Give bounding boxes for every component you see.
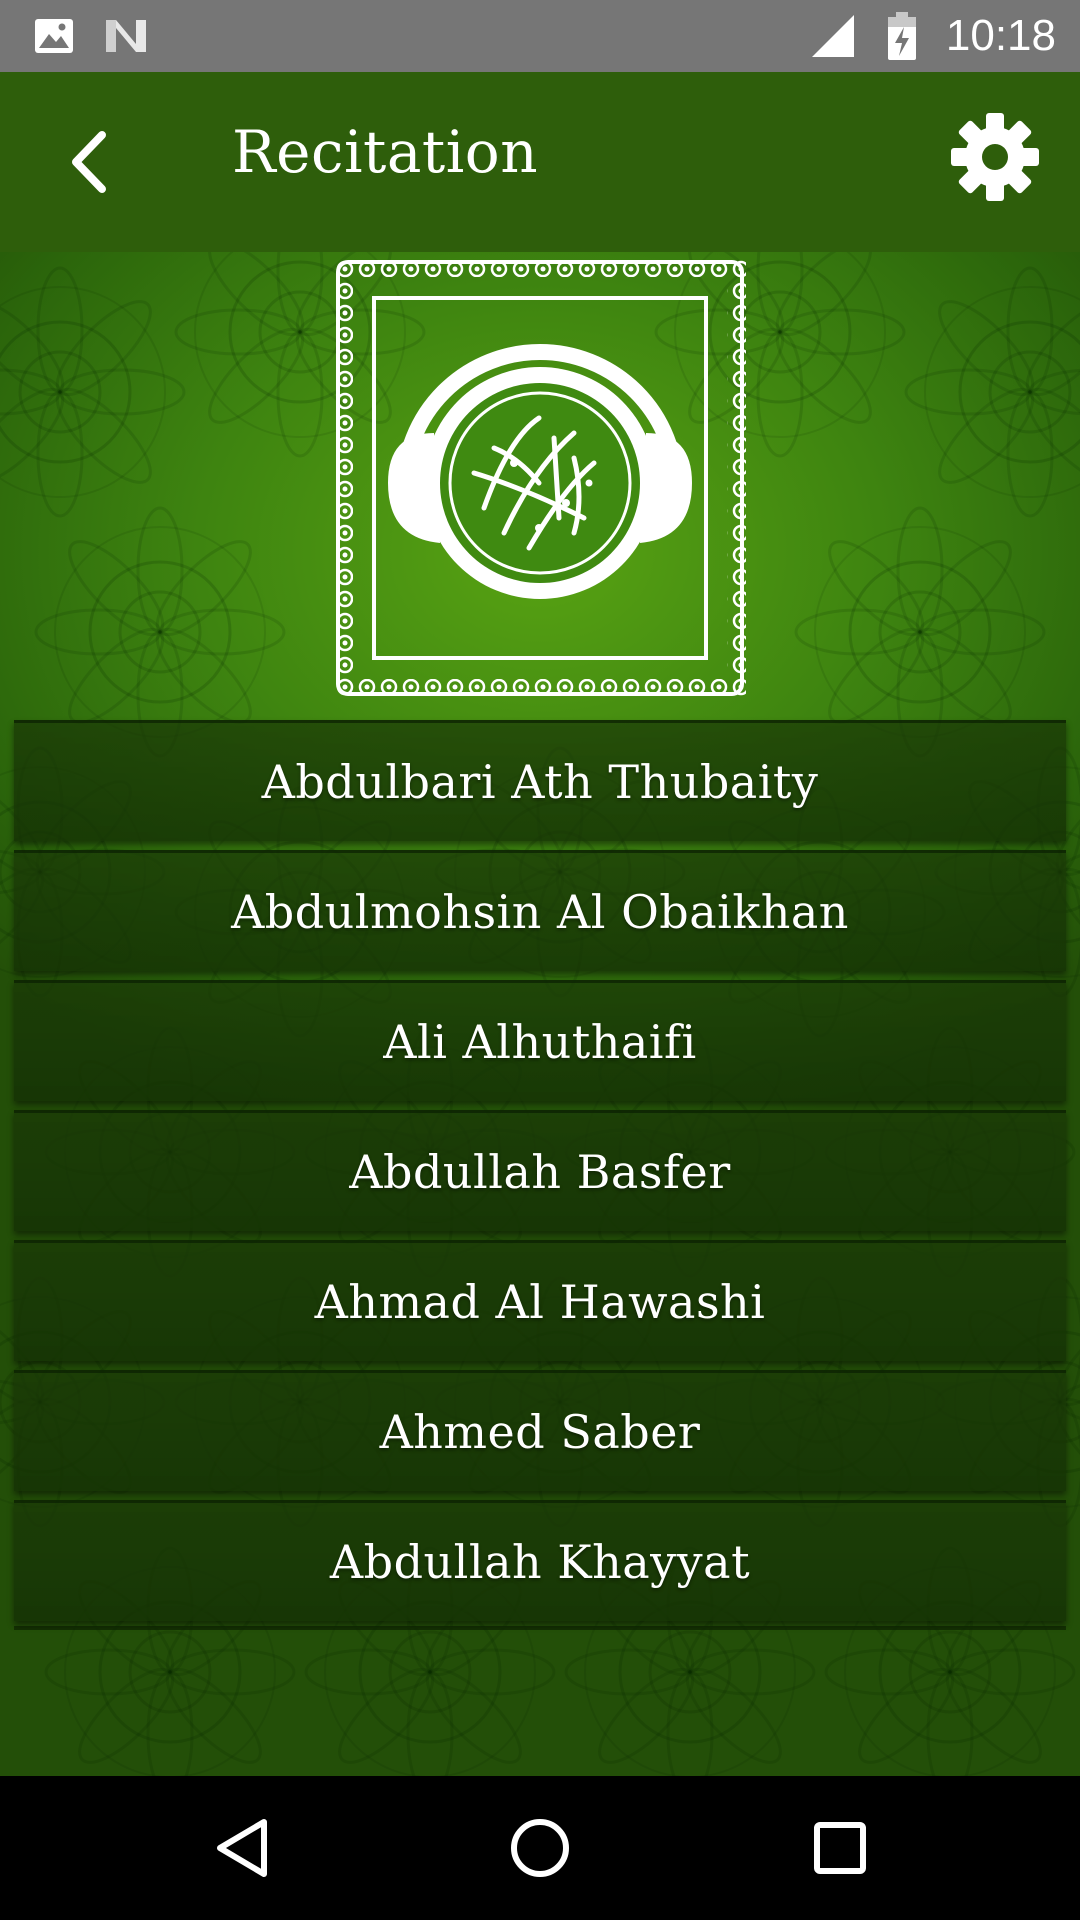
reciter-name: Ahmad Al Hawashi xyxy=(314,1275,766,1329)
page-title: Recitation xyxy=(232,118,539,186)
status-time: 10:18 xyxy=(945,11,1056,60)
chevron-left-icon xyxy=(60,127,120,197)
nav-home-button[interactable] xyxy=(470,1776,610,1920)
gear-icon xyxy=(949,111,1041,203)
signal-icon xyxy=(810,0,856,72)
back-button[interactable] xyxy=(40,112,140,212)
image-icon xyxy=(34,0,74,72)
battery-charging-icon xyxy=(886,0,918,72)
status-bar xyxy=(0,0,1080,72)
back-triangle-icon xyxy=(212,1816,272,1880)
reciter-name: Abdulbari Ath Thubaity xyxy=(261,755,819,809)
list-item-reciter[interactable] xyxy=(14,1240,1066,1361)
home-circle-icon xyxy=(508,1816,572,1880)
nav-back-button[interactable] xyxy=(172,1776,312,1920)
settings-button[interactable] xyxy=(940,102,1050,212)
list-item-reciter[interactable] xyxy=(14,1370,1066,1491)
content-area xyxy=(0,252,1080,1776)
reciter-name: Abdullah Basfer xyxy=(349,1145,731,1199)
reciter-list xyxy=(14,720,1066,1630)
list-item-reciter[interactable] xyxy=(14,980,1066,1101)
list-divider xyxy=(14,1626,1066,1630)
reciter-name: Ali Alhuthaifi xyxy=(383,1015,697,1069)
reciter-name: Ahmed Saber xyxy=(379,1405,701,1459)
reciter-name: Abdulmohsin Al Obaikhan xyxy=(231,885,849,939)
recents-square-icon xyxy=(810,1818,870,1878)
quran-headphones-logo xyxy=(334,258,746,698)
nav-recents-button[interactable] xyxy=(770,1776,910,1920)
list-item-reciter[interactable] xyxy=(14,1110,1066,1231)
list-item-reciter[interactable] xyxy=(14,850,1066,971)
reciter-name: Abdullah Khayyat xyxy=(329,1535,751,1589)
list-item-reciter[interactable] xyxy=(14,720,1066,841)
navigation-bar xyxy=(0,1776,1080,1920)
app-bar xyxy=(0,72,1080,252)
list-item-reciter[interactable] xyxy=(14,1500,1066,1621)
n-notification-icon xyxy=(104,0,148,72)
